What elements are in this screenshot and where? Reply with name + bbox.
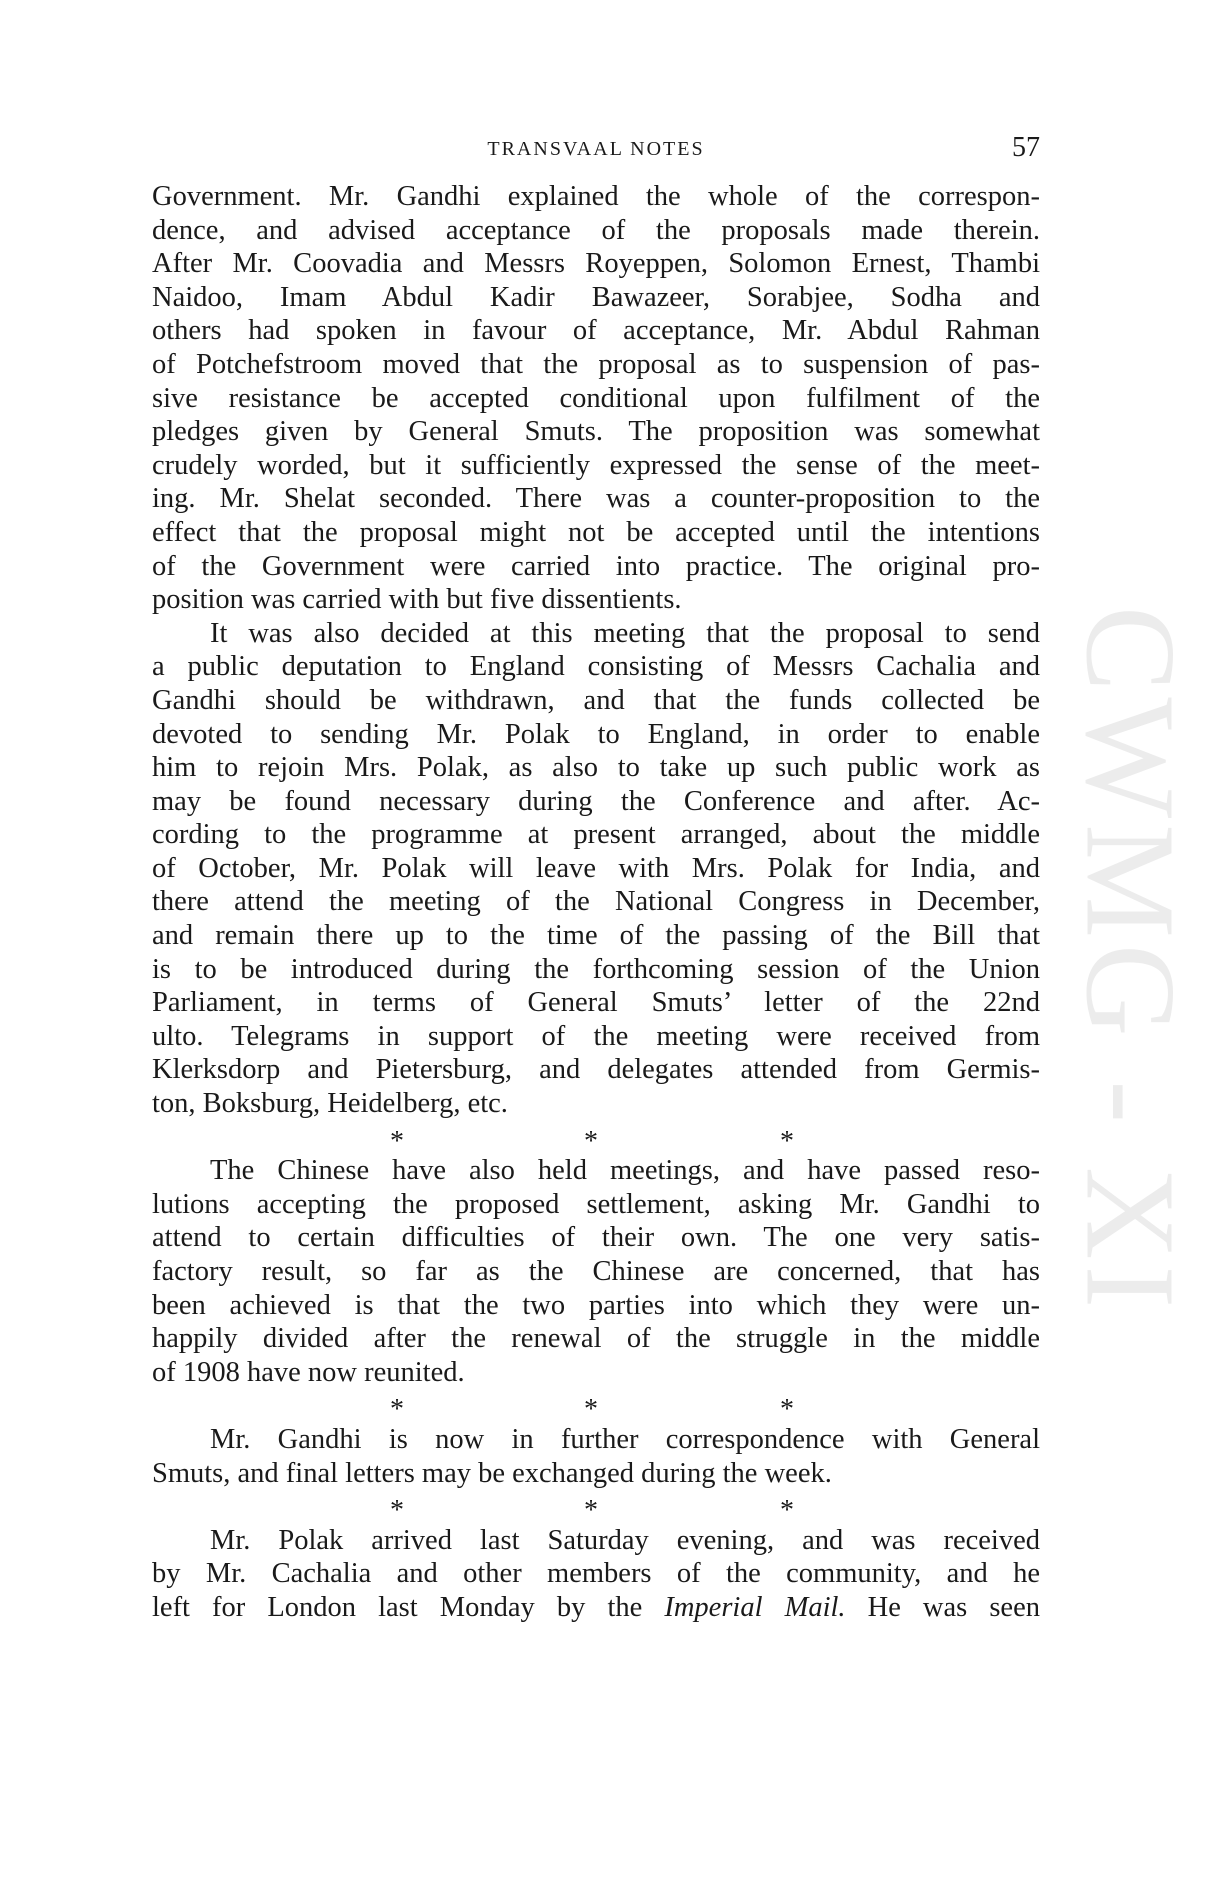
section-separator (152, 1389, 1040, 1426)
text-line: Mr. Gandhi is now in further correspondence with General (210, 1423, 1040, 1455)
text-line: others had spoken in favour of acceptance, Mr. Abdul Rahman (152, 315, 1040, 347)
text-line: ulto. Telegrams in support of the meeting were received from (152, 1020, 1040, 1052)
paragraph (152, 180, 1040, 617)
text-fragment: left for London last Monday by the (152, 1591, 665, 1623)
text-line: Government. Mr. Gandhi explained the whole of the correspon- (152, 181, 1040, 212)
text-line: by Mr. Cachalia and other members of the community, and he (152, 1558, 1040, 1590)
text-line: Gandhi should be withdrawn, and that the funds collected be (152, 684, 1040, 716)
text-line: effect that the proposal might not be accepted until the intentions (152, 516, 1040, 548)
text-line: of the Government were carried into practice. The original pro- (152, 550, 1040, 582)
separator-asterisk: * (390, 1495, 404, 1527)
separator-asterisk: * (584, 1495, 598, 1527)
separator-asterisk: * (780, 1394, 794, 1426)
text-line: there attend the meeting of the National Congress in December, (152, 886, 1040, 918)
text-line: dence, and advised acceptance of the proposals made therein. (152, 214, 1040, 246)
text-line: lutions accepting the proposed settlement, asking Mr. Gandhi to (152, 1188, 1040, 1220)
text-line: happily divided after the renewal of the struggle in the middle (152, 1323, 1040, 1355)
text-line: factory result, so far as the Chinese are concerned, that has (152, 1256, 1040, 1287)
watermark (1040, 560, 1220, 1360)
text-line: position was carried with but five dissentients. (152, 584, 682, 616)
text-line: of Potchefstroom moved that the proposal as to suspension of pas- (152, 348, 1040, 380)
text-line: sive resistance be accepted conditional upon fulfilment of the (152, 382, 1040, 414)
text-line: of 1908 have now reunited. (152, 1356, 465, 1388)
text-line: devoted to sending Mr. Polak to England, in order to enable (152, 718, 1040, 750)
text-line: and remain there up to the time of the passing of the Bill that (152, 920, 1040, 952)
separator-asterisk: * (584, 1125, 598, 1157)
section-separator (152, 1490, 1040, 1527)
text-line: After Mr. Coovadia and Messrs Royeppen, Solomon Ernest, Thambi (152, 248, 1040, 280)
text-line: cording to the programme at present arranged, about the middle (152, 819, 1040, 851)
text-line: Klerksdorp and Pietersburg, and delegates attended from Germis- (152, 1054, 1040, 1086)
text-line: attend to certain difficulties of their own. The one very satis- (152, 1222, 1040, 1254)
paragraph (152, 1154, 1040, 1389)
text-line: The Chinese have also held meetings, and have passed reso- (210, 1155, 1040, 1187)
separator-asterisk: * (780, 1495, 794, 1527)
watermark-text: CWMG - XI (1059, 605, 1202, 1315)
text-line: Parliament, in terms of General Smuts’ letter of the 22nd (152, 987, 1040, 1019)
separator-asterisk: * (390, 1394, 404, 1426)
page-number: 57 (1012, 132, 1040, 163)
separator-asterisk: * (390, 1125, 404, 1157)
text-line: been achieved is that the two parties into which they were un- (152, 1289, 1040, 1321)
text-line: ton, Boksburg, Heidelberg, etc. (152, 1088, 508, 1120)
text-line: Smuts, and final letters may be exchanged during the week. (152, 1457, 832, 1489)
text-fragment: He was seen (845, 1591, 1040, 1623)
text-line: crudely worded, but it sufficiently expressed the sense of the meet- (152, 449, 1040, 481)
section-separator (152, 1121, 1040, 1155)
text-line: Naidoo, Imam Abdul Kadir Bawazeer, Sorabjee, Sodha and (152, 281, 1040, 313)
text-line: ing. Mr. Shelat seconded. There was a counter-proposition to the (152, 483, 1040, 515)
text-line: It was also decided at this meeting that the proposal to send (210, 617, 1040, 649)
separator-asterisk: * (780, 1125, 794, 1157)
ship-name: Imperial Mail. (664, 1591, 846, 1623)
text-line: is to be introduced during the forthcoming session of the Union (152, 953, 1040, 985)
running-head (152, 132, 1040, 166)
text-line: him to rejoin Mrs. Polak, as also to take up such public work as (152, 752, 1040, 784)
text-line: pledges given by General Smuts. The proposition was somewhat (152, 416, 1040, 448)
body-text (152, 180, 1040, 1625)
text-line: of October, Mr. Polak will leave with Mrs. Polak for India, and (152, 852, 1040, 884)
text-line (152, 1591, 1040, 1625)
text-line: may be found necessary during the Conference and after. Ac- (152, 785, 1040, 817)
text-line: a public deputation to England consisting of Messrs Cachalia and (152, 651, 1040, 683)
text-line: Mr. Polak arrived last Saturday evening, and was received (210, 1524, 1040, 1556)
paragraph (152, 1524, 1040, 1625)
paragraph (152, 617, 1040, 1121)
paragraph (152, 1423, 1040, 1490)
running-title: TRANSVAAL NOTES (487, 138, 705, 160)
separator-asterisk: * (584, 1394, 598, 1426)
